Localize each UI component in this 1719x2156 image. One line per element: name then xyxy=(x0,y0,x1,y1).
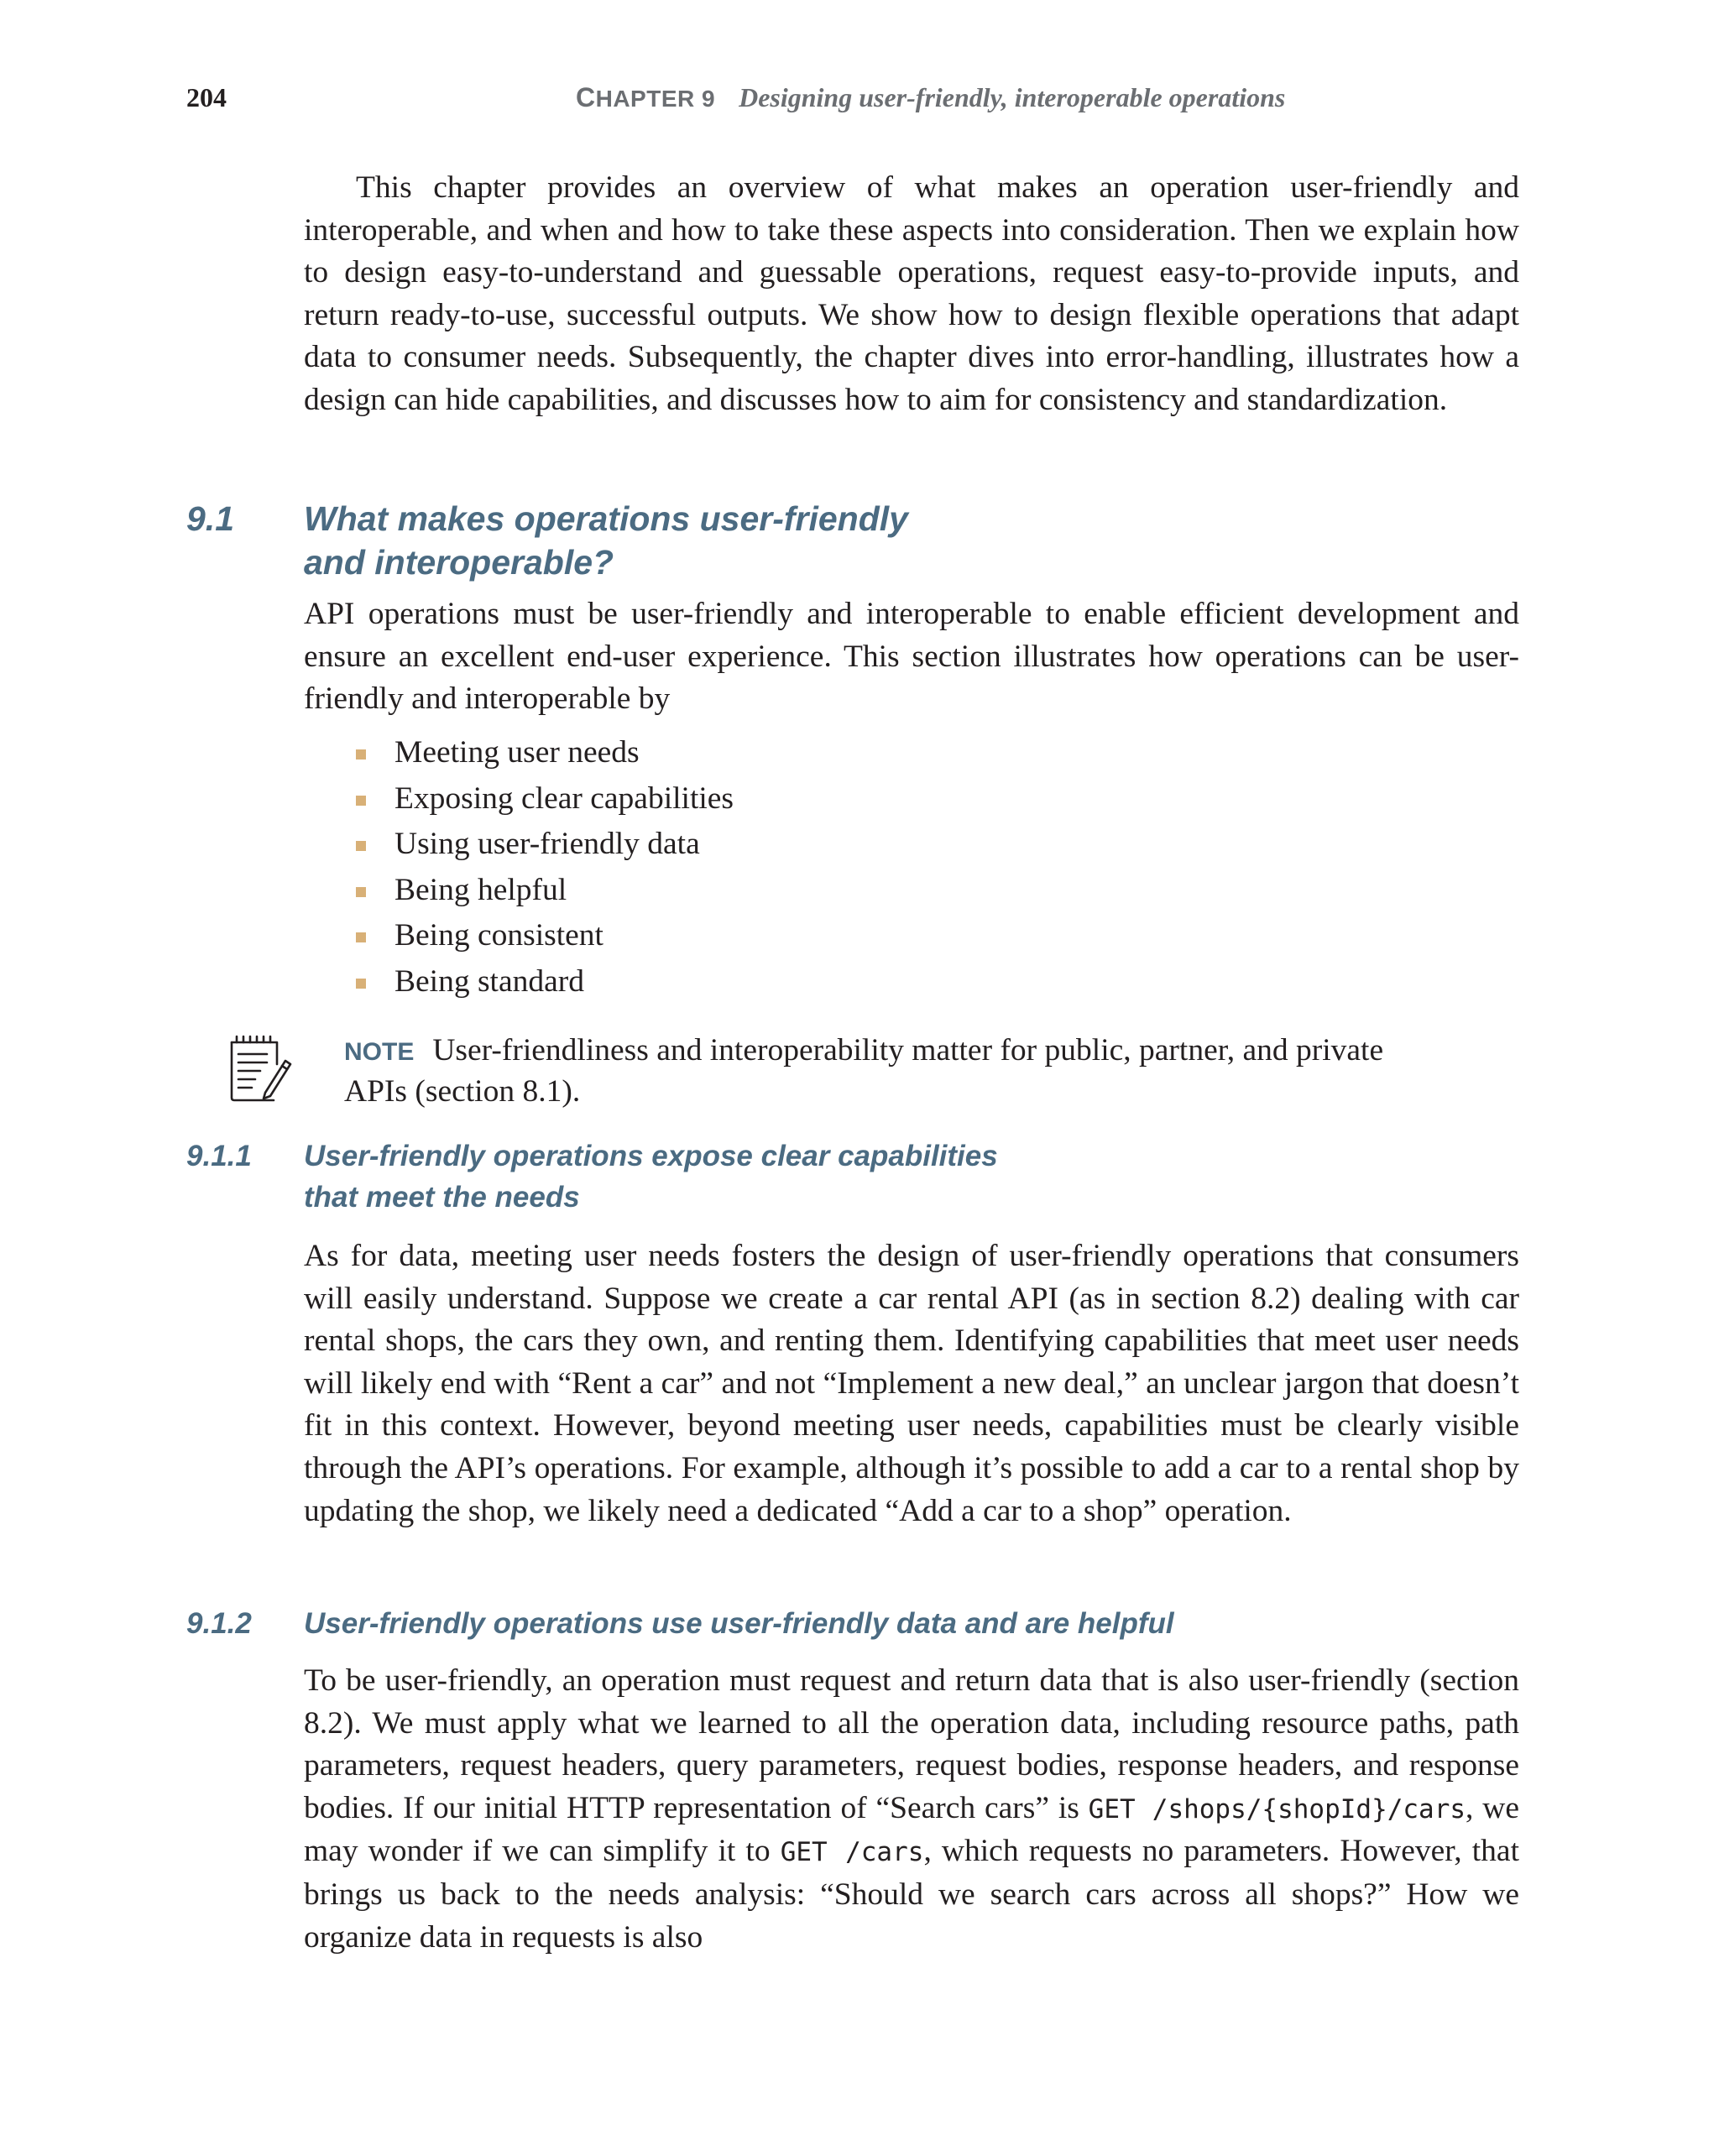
section-9-1-2-text-part2: , we may wonder if we can simplify it to xyxy=(304,1790,1519,1869)
notepad-pencil-icon xyxy=(227,1034,292,1103)
section-9-1-2-title: User-friendly operations use user-friendly data and are helpful xyxy=(304,1607,1174,1640)
inline-code-cars-path: GET /cars xyxy=(780,1837,924,1868)
list-item xyxy=(353,868,734,914)
section-9-1-1-paragraph: As for data, meeting user needs fosters the design of user-friendly operations that consumers will easily understand. Suppose we create a car rental API (as in section 8.2) dealing with car rental shops, the cars they own, and renting them. Identifying capabilities that meet user needs will likely end with “Rent a car” and not “Implement a new deal,” an unclear jargon that doesn’t fit in this context. However, beyond meeting user needs, capabilities must be clearly visible through the API’s operations. For example, although it’s possible to add a car to a rental shop by updating the shop, we likely need a dedicated “Add a car to a shop” operation. xyxy=(304,1239,1519,1528)
list-item-text: Using user-friendly data xyxy=(394,827,700,862)
note-text: User-friendliness and interoperability matter for public, partner, and private APIs (section 8.1). xyxy=(344,1033,1384,1109)
list-item xyxy=(353,959,734,1005)
square-bullet-icon xyxy=(356,841,366,851)
inline-code-search-path: GET /shops/{shopId}/cars xyxy=(1088,1793,1466,1825)
running-head-chapter-initial: C xyxy=(576,82,596,112)
list-item-text: Exposing clear capabilities xyxy=(394,780,734,816)
section-9-1-2-paragraph xyxy=(304,1660,1519,1959)
section-9-1-title xyxy=(304,497,908,584)
list-item xyxy=(353,730,734,776)
note-label: NOTE xyxy=(344,1038,415,1066)
section-9-1-1-title-line1: User-friendly operations expose clear capabilities xyxy=(304,1140,998,1172)
section-9-1-2-text-part1: To be user-friendly, an operation must request and return data that is also user-friendly (section 8.2). We must apply what we learned to all the operation data, including resource paths, path parameters, request headers, query parameters, request bodies, response headers, and response bodies. If our initial HTTP representation of “Search cars” is xyxy=(304,1663,1519,1825)
list-item-text: Meeting user needs xyxy=(394,735,640,770)
section-9-1-2-number: 9.1.2 xyxy=(186,1607,252,1640)
running-head-title: Designing user-friendly, interoperable operations xyxy=(739,82,1286,112)
square-bullet-icon xyxy=(356,979,366,989)
section-9-1-number: 9.1 xyxy=(186,499,234,538)
list-item xyxy=(353,776,734,822)
list-item-text: Being helpful xyxy=(394,872,567,907)
capabilities-bullet-list xyxy=(353,730,734,1005)
running-head-chapter xyxy=(576,82,716,112)
intro-paragraph: This chapter provides an overview of what makes an operation user-friendly and interoperable, and when and how to take these aspects into consideration. Then we explain how to design easy-to-understand and guessable operations, request easy-to-provide inputs, and return ready-to-use, successful outputs. We show how to design flexible operations that adapt data to consumer needs. Subsequently, the chapter dives into error-handling, illustrates how a design can hide capabilities, and discusses how to aim for consistency and standardization. xyxy=(304,170,1519,417)
list-item xyxy=(353,913,734,959)
section-9-1-2-text-part3: , which requests no parameters. However, that brings us back to the needs analysis: “Should we search cars across all shops?” How we organize data in requests is also xyxy=(304,1834,1519,1955)
square-bullet-icon xyxy=(356,932,366,942)
section-9-1-title-line1: What makes operations user-friendly xyxy=(304,499,908,538)
section-9-1-1-title-line2: that meet the needs xyxy=(304,1181,580,1214)
list-item xyxy=(353,822,734,868)
list-item-text: Being consistent xyxy=(394,918,603,953)
section-9-1-1-title xyxy=(304,1135,998,1218)
running-head-chapter-rest: HAPTER 9 xyxy=(595,86,716,112)
section-9-1-title-line2: and interoperable? xyxy=(304,543,614,582)
running-head xyxy=(576,82,1285,113)
square-bullet-icon xyxy=(356,749,366,760)
square-bullet-icon xyxy=(356,887,366,897)
section-9-1-paragraph: API operations must be user-friendly and interoperable to enable efficient development and ensure an excellent end-user experience. This section illustrates how operations can be user-friendly and interoperable by xyxy=(304,597,1519,717)
section-9-1-1-number: 9.1.1 xyxy=(186,1140,252,1172)
square-bullet-icon xyxy=(356,796,366,806)
note-block xyxy=(344,1031,1435,1111)
list-item-text: Being standard xyxy=(394,963,584,999)
page-number: 204 xyxy=(186,82,227,112)
